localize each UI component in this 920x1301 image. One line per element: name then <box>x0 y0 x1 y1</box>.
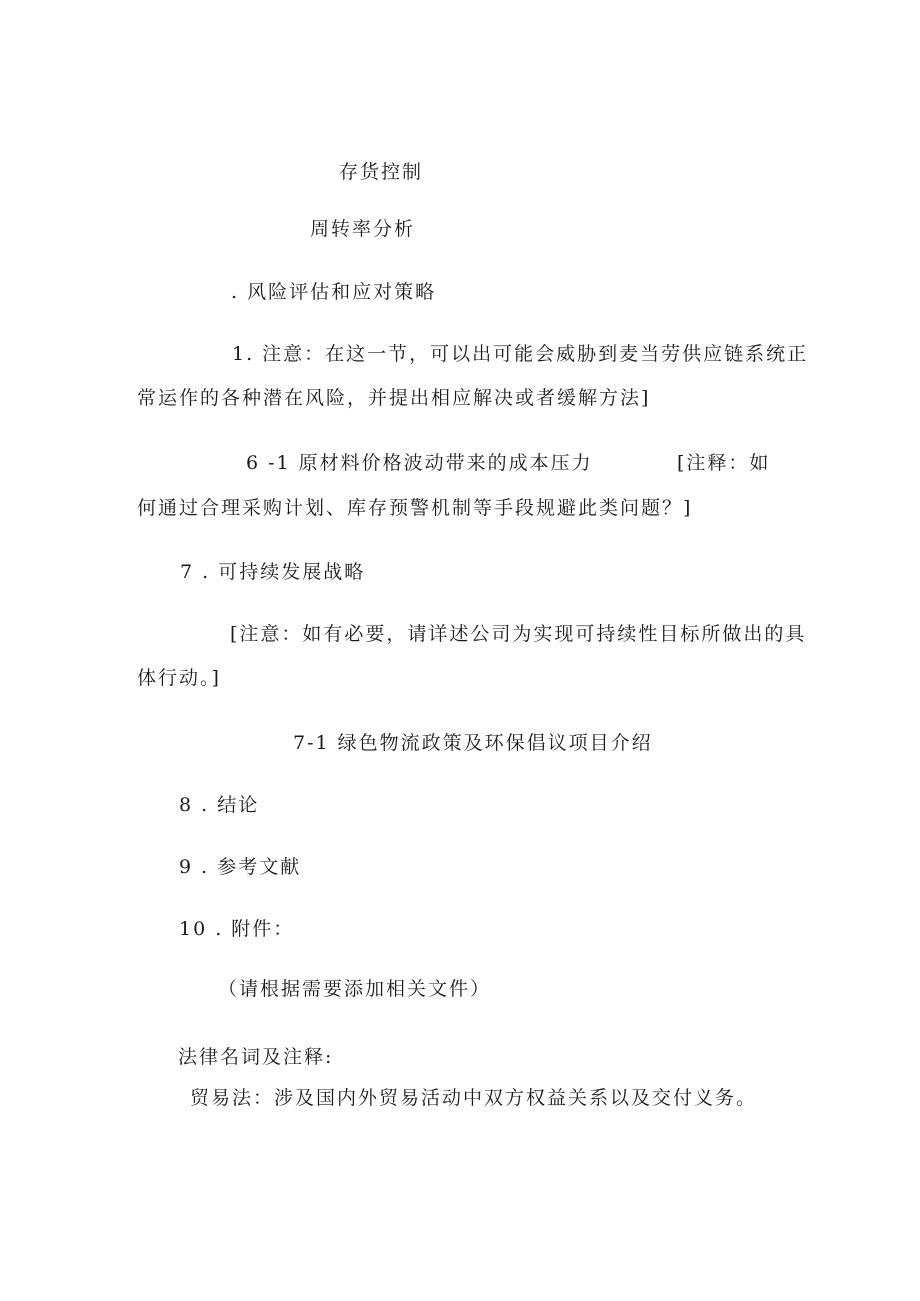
note-sustainability-line-2: 体行动。] <box>137 667 221 689</box>
note-sustainability-line-1: [注意：如有必要，请详述公司为实现可持续性目标所做出的具 <box>230 623 807 645</box>
heading-inventory-control: 存货控制 <box>339 161 424 183</box>
note-risk-line-1: 1. 注意：在这一节，可以出可能会威胁到麦当劳供应链系统正 <box>232 343 809 365</box>
item-6-1-title: 6 -1 原材料价格波动带来的成本压力 <box>246 452 593 474</box>
note-risk-line-2: 常运作的各种潜在风险，并提出相应解决或者缓解方法] <box>137 387 651 409</box>
item-6-1-note-continued: 何通过合理采购计划、库存预警机制等手段规避此类问题？] <box>137 497 693 519</box>
item-7-1-title: 7-1 绿色物流政策及环保倡议项目介绍 <box>293 732 653 754</box>
heading-attachments: 10 . 附件： <box>179 918 295 940</box>
item-6-1-note-start: [注释：如 <box>677 452 771 474</box>
heading-turnover-analysis: 周转率分析 <box>310 218 416 240</box>
attachments-note: （请根据需要添加相关文件） <box>218 978 492 1000</box>
heading-references: 9 . 参考文献 <box>179 856 302 878</box>
legal-terms-heading: 法律名词及注释: <box>178 1046 334 1068</box>
heading-conclusion: 8 . 结论 <box>179 794 260 816</box>
heading-risk-assessment: . 风险评估和应对策略 <box>231 281 437 303</box>
legal-term-trade-law: 贸易法：涉及国内外贸易活动中双方权益关系以及交付义务。 <box>190 1087 758 1109</box>
heading-sustainability: 7 . 可持续发展战略 <box>180 561 366 583</box>
